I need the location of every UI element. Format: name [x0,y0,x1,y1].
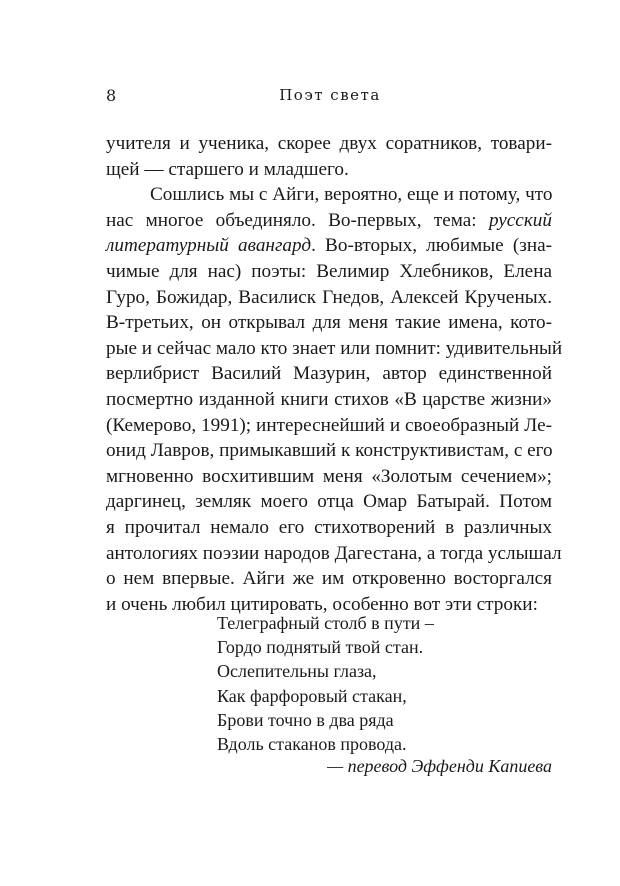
text-line: чимые для нас) поэты: Велимир Хлебников, Елена [106,260,552,282]
running-title: Поэт света [279,86,381,104]
poem-verse: Брови точно в два ряда [217,709,394,730]
paragraph-2 [106,182,563,617]
text-line: мгновенно восхитившим меня «Золотым сечением»; [106,465,552,487]
text-line: (Кемерово, 1991); интереснейший и своеобразный Ле- [106,414,552,436]
text-line: и очень любил цитировать, особенно вот эти строки: [106,593,538,615]
text-line-with-italic [106,233,552,259]
text-line: учителя и ученика, скорее двух соратников, товари- [106,133,552,154]
poem-verse: Телеграфный столб в пути – [217,613,434,633]
text-line: верлибрист Василий Мазурин, автор единственной [106,363,552,385]
poem-quote [217,611,434,756]
poem-attribution: — перевод Эффенди Капиева [327,756,552,776]
paragraph-1 [106,131,552,182]
text-line: онид Лавров, примыкавший к конструктивистам, с его [106,440,553,462]
text-line: Гуро, Божидар, Василиск Гнедов, Алексей Крученых. [106,286,552,308]
text-line: посмертно изданной книги стихов «В царстве жизни» [106,388,552,410]
poem-verse: Вдоль стаканов провода. [217,734,407,755]
text-line: щей — старшего и младшего. [106,158,349,180]
poem-verse: Как фарфоровый стакан, [217,685,407,706]
text-line: В-третьих, он открывал для меня такие имена, кото- [106,312,552,334]
text-line: антологиях поэзии народов Дагестана, а тогда услышал [106,542,562,564]
text-line: рые и сейчас мало кто знает или помнит: удивительный [106,337,563,359]
page-number: 8 [106,86,117,105]
poem-verse: Ослепительны глаза, [217,661,377,682]
text-line: я прочитал немало его стихотворений в различных [106,516,552,538]
text-fragment: нас многое объединяло. Во-первых, тема: [106,209,489,231]
italic-term: литературный авангард [106,235,312,257]
page-header [106,86,554,106]
poem-verse: Гордо поднятый твой стан. [217,637,424,658]
italic-term: русский [488,209,552,231]
text-line-with-italic [106,208,552,234]
body-text [106,131,563,617]
text-line: даргинец, земляк моего отца Омар Батырай. Потом [106,491,552,513]
text-line: Сошлись мы с Айги, вероятно, еще и потому, что [150,184,553,206]
text-line: о нем впервые. Айги же им откровенно восторгался [106,568,552,590]
text-fragment: . Во-вторых, любимые (зна- [311,235,552,257]
